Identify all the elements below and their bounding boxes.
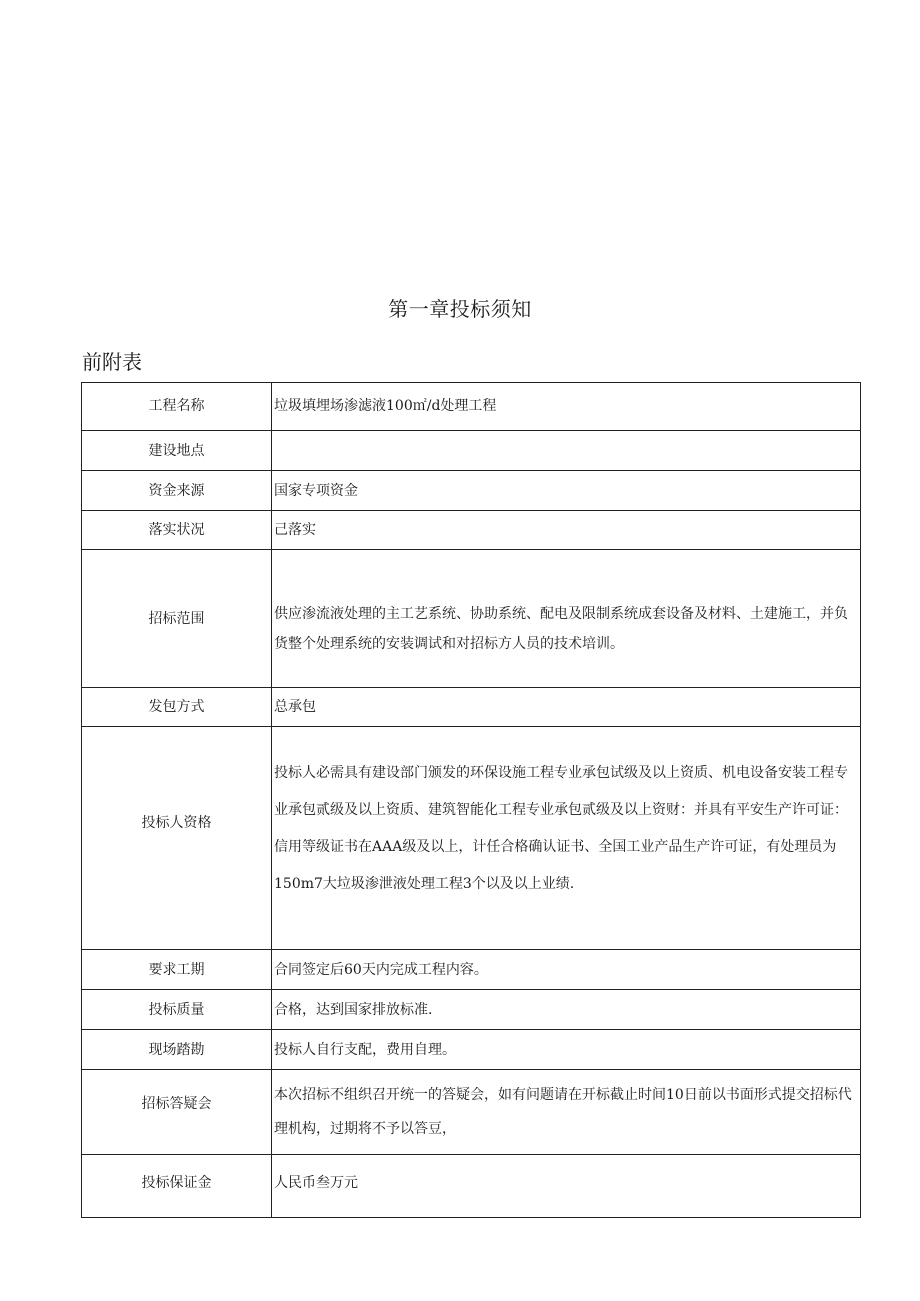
row-label: 资金来源 xyxy=(82,471,272,511)
table-row xyxy=(82,1070,861,1155)
row-label: 现场踏勘 xyxy=(82,1030,272,1070)
table-row xyxy=(82,727,861,950)
row-value: 合格，达到国家排放标准. xyxy=(272,990,861,1030)
row-label: 投标人资格 xyxy=(82,727,272,950)
table-row xyxy=(82,1030,861,1070)
row-value: 本次招标不组织召开统一的答疑会，如有问题请在开标截止时间10日前以书面形式提交招标代理机构，过期将不予以答豆， xyxy=(272,1070,861,1155)
row-label: 工程名称 xyxy=(82,383,272,431)
row-label: 招标范围 xyxy=(82,550,272,688)
table-row xyxy=(82,550,861,688)
chapter-title: 第一章投标须知 xyxy=(388,297,532,321)
attachment-table xyxy=(81,382,861,1191)
table-row xyxy=(82,511,861,550)
row-value: 国家专项资金 xyxy=(272,471,861,511)
row-value: 垃圾填埋场渗滤液100㎡/d处理工程 xyxy=(272,383,861,431)
row-value: 人民币叁万元 xyxy=(272,1155,861,1218)
table-row xyxy=(82,688,861,727)
table-row xyxy=(82,1155,861,1218)
row-label: 投标质量 xyxy=(82,990,272,1030)
section-title: 前附表 xyxy=(82,350,142,374)
table-row xyxy=(82,383,861,431)
table-row xyxy=(82,471,861,511)
table-row xyxy=(82,990,861,1030)
row-value: 供应渗流液处理的主工艺系统、协助系统、配电及限制系统成套设备及材料、土建施工，并负货整个处理系统的安装调试和对招标方人员的技术培训。 xyxy=(272,550,861,688)
row-value: 总承包 xyxy=(272,688,861,727)
info-table xyxy=(81,382,861,1218)
row-label: 建设地点 xyxy=(82,431,272,471)
row-label: 投标保证金 xyxy=(82,1155,272,1218)
table-row xyxy=(82,431,861,471)
row-label: 落实状况 xyxy=(82,511,272,550)
row-label: 招标答疑会 xyxy=(82,1070,272,1155)
row-value: 己落实 xyxy=(272,511,861,550)
row-label: 发包方式 xyxy=(82,688,272,727)
row-value: 投标人必需具有建设部门颁发的环保设施工程专业承包试级及以上资质、机电设备安装工程专业承包贰级及以上资质、建筑智能化工程专业承包贰级及以上资财：并具有平安生产许可证：信用等级证书在AAA级及以上，计任合格确认证书、全国工业产品生产许可证，有处理员为150m7大垃圾渗泄液处理工程3个以及以上业绩. xyxy=(272,727,861,950)
table-row xyxy=(82,950,861,990)
row-value xyxy=(272,431,861,471)
row-label: 要求工期 xyxy=(82,950,272,990)
row-value: 合同签定后60天内完成工程内容。 xyxy=(272,950,861,990)
row-value: 投标人自行支配，费用自理。 xyxy=(272,1030,861,1070)
